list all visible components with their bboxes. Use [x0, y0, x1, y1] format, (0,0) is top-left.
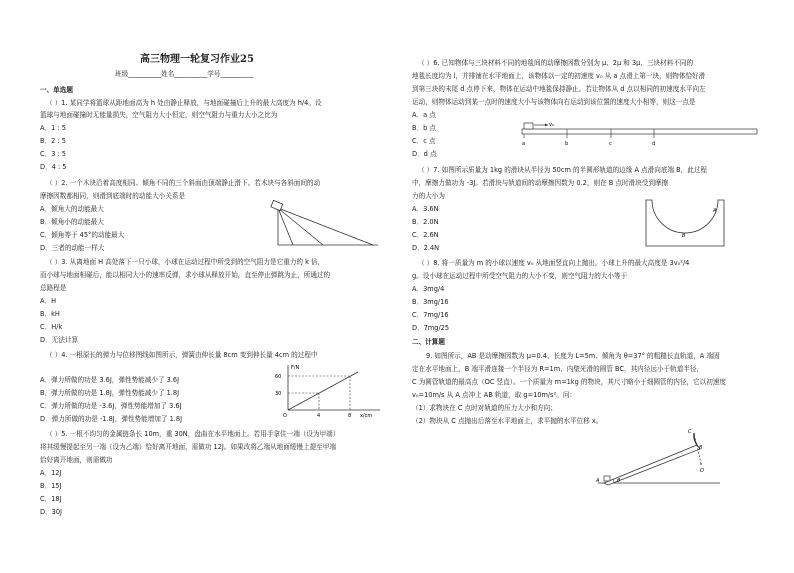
q9-incline-tube-figure [594, 425, 724, 489]
q3-option-c: C．H/k [40, 323, 63, 331]
q1-stem-line-2: 篮球与地面碰撞时无能量损失，空气阻力大小恒定，则空气阻力与重力大小之比为 [40, 111, 278, 119]
q7-fig-b: B [682, 233, 686, 239]
q3-stem-line-2: 而小球与地面相碰后，能以相同大小的速率反弹，求小球从释放开始，直至停止弹跳为止，所通过的 [40, 271, 331, 279]
q6-fig-b: b [565, 141, 569, 147]
q2-option-c: C．倾角等于 45°的动能最大 [40, 231, 125, 239]
q3-option-b: B．kH [40, 310, 60, 318]
q7-stem-line-1: （ ）7. 如图所示质量为 1kg 的滑块从半径为 50cm 的半圆形轨道的边缘 A 点滑向底端 B，此过程 [418, 166, 708, 174]
q4-option-b: B．弹力所做的功是 1.8J，弹性势能减少了 1.8J [40, 389, 180, 397]
q9-stem-line-2: 定在水平地面上，B 端平滑连接一个半径为 R=1m、内壁光滑的圆管 BC，其内径远小于轨道半径， [412, 365, 704, 373]
q6-stem-line-3: 到第三块的末尾 d 点停下来，物体在运动中地毯保持静止。若让物体从 d 点以相同的初速度水平向左 [412, 85, 706, 93]
q2-stem-line-1: （ ）2. 一个木块沿着高度相同、倾角不同的三个斜面由顶端静止滑下。若木块与各斜面间的动 [46, 179, 321, 187]
q3-stem-line-3: 总路程是 [40, 284, 67, 292]
q6-fig-d: d [652, 141, 656, 147]
q2-option-a: A．倾角大的动能最大 [40, 205, 104, 213]
q2-inclines-figure [268, 200, 380, 250]
q4-graph-ylabel: F/N [291, 365, 300, 371]
q7-option-c: C．2.6N [412, 231, 439, 239]
q7-option-a: A．3.6N [412, 205, 439, 213]
q6-stem-line-4: 运动，则物体运动到某一点时的速度大小与该物体向右运动到该位置的速度大小相等，则这一点是 [412, 98, 696, 106]
q6-option-b: B．b 点 [412, 124, 436, 132]
q1-option-c: C．3 : 5 [40, 150, 67, 158]
q5-option-d: D．30J [40, 508, 63, 516]
q3-option-a: A．H [40, 297, 57, 305]
q9-fig-o: O [700, 468, 704, 474]
q8-option-b: B．3mg/16 [412, 298, 449, 306]
q6-stem-line-2: 地毯长度均为 l，并排铺在水平地面上，该物体以一定的初速度 v₀ 从 a 点滑上第一块，则物体恰好滑 [412, 72, 706, 80]
q1-option-b: B．2 : 5 [40, 137, 66, 145]
q3-option-d: D．无法计算 [40, 336, 79, 344]
q6-fig-v0: v₀ [549, 122, 554, 128]
q6-fig-a: a [522, 141, 526, 147]
q4-graph-xtick-4: 4 [317, 413, 321, 418]
q9-fig-c: C [688, 429, 692, 435]
q6-fig-c: c [609, 141, 612, 147]
q5-stem-line-2: 将其缓慢提起至另一端（设为乙端）恰好离开地面，需做功 12J。如果改将乙端从地面缓慢上提至甲端 [40, 443, 336, 451]
q5-option-c: C．18J [40, 495, 62, 503]
section-single-choice: 一、单选题 [40, 86, 73, 94]
q9-stem-line-4: v₀=10m/s 从 A 点冲上 AB 轨道，取 g=10m/s²。问： [412, 391, 577, 399]
q9-question-2: （2）物块从 C 点抛出后落至水平地面上，求平抛的水平位移 x。 [412, 417, 603, 425]
q8-option-d: D．7mg/25 [412, 324, 450, 332]
q4-graph-xlabel: x/cm [360, 413, 373, 418]
q6-option-c: C．c 点 [412, 137, 436, 145]
q9-question-1: （1）求物块在 C 点时对轨道的压力大小和方向； [412, 404, 557, 412]
q1-stem-line-1: （ ）1. 某同学将篮球从距地面高为 h 处由静止释放，与地面碰撞后上升的最大高度为 h/4。设 [46, 99, 322, 107]
q4-stem-line-1: （ ）4. 一根原长的弹力与位移图线如图所示，弹簧由伸长量 8cm 变到伸长量 4cm 的过程中 [46, 351, 318, 359]
q9-stem-line-3: C 为圆管轨道的最高点（OC 竖直）。一个质量为 m=1kg 的物块，其尺寸略小于细圆管的内径，它以初速度 [412, 378, 726, 386]
q8-stem-line-1: （ ）8. 将一质量为 m 的小球以速度 v₀ 从地面竖直向上抛出，小球上升的最大高度是 3v₀²/4 [418, 259, 690, 267]
q3-stem-line-1: （ ）3. 从离地面 H 高处落下一只小球，小球在运动过程中所受到的空气阻力是它重力的 k 倍， [46, 258, 325, 266]
q7-fig-a: A [713, 208, 717, 214]
q8-stem-line-2: g。设小球在运动过程中所受空气阻力的大小不变，则空气阻力的大小等于 [412, 272, 628, 280]
q6-stem-line-1: （ ）6. 已知物体与三块材料不同的地毯间的动摩擦因数分别为 μ、2μ 和 3μ，三块材料不同的 [418, 59, 694, 67]
q4-graph-ytick-30: 30 [275, 391, 282, 397]
q2-stem-line-2: 摩擦因数都相同，则滑到底端时的动能大小关系是 [40, 192, 186, 200]
section-calculation: 二、计算题 [412, 338, 445, 346]
q8-option-a: A．3mg/4 [412, 285, 445, 293]
q7-stem-line-2: 中，摩擦力做功为 -3J。若滑块与轨道间的动摩擦因数为 0.2，则在 B 点时滑块受到摩擦 [412, 179, 669, 187]
q6-carpet-figure [512, 118, 762, 150]
q7-stem-line-3: 力的大小为 [412, 192, 445, 200]
q5-option-a: A．12J [40, 469, 62, 477]
q1-option-d: D．4 : 5 [40, 163, 67, 171]
q7-option-d: D．2.4N [412, 244, 440, 252]
q4-graph-origin: O [283, 413, 287, 418]
q9-stem-line-1: 9. 如图所示，AB 是动摩擦因数为 μ=0.4、长度为 L=5m、倾角为 θ=37° 的粗糙长直轨道，A 端固 [426, 352, 720, 360]
q2-option-d: D．三者的动能一样大 [40, 244, 105, 252]
q6-option-d: D．d 点 [412, 150, 437, 158]
q4-option-a: A．弹力所做的功是 3.6J，弹性势能减少了 3.6J [40, 376, 180, 384]
q8-option-c: C．7mg/16 [412, 311, 449, 319]
q1-option-a: A．1 : 5 [40, 124, 66, 132]
q4-graph-ytick-60: 60 [275, 374, 282, 380]
q6-option-a: A．a 点 [412, 111, 436, 119]
q7-bowl-figure [640, 194, 730, 254]
q4-option-c: C．弹力所做的功是 -3.6J，弹性势能增加了 3.6J [40, 402, 182, 410]
q5-stem-line-1: （ ）5. 一根不均匀的金属链条长 10m，重 30N，盘曲在水平地面上。若用手拿住一端（设为甲端） [46, 430, 340, 438]
page-title: 高三物理一轮复习作业25 [140, 54, 254, 65]
student-info-line: 班级__________姓名__________学号__________ [115, 70, 254, 78]
q4-graph-xtick-8: 8 [348, 413, 352, 418]
q7-option-b: B．2.0N [412, 218, 439, 226]
q9-fig-b: B [699, 445, 703, 451]
q5-option-b: B．15J [40, 482, 62, 490]
q4-force-displacement-graph [272, 362, 384, 418]
q9-fig-a: A [596, 478, 600, 484]
q2-option-b: B．倾角小的动能最大 [40, 218, 104, 226]
q9-fig-theta: θ [617, 478, 621, 484]
q4-option-d: D．弹力所做的功是 -1.8J，弹性势能增加了 1.8J [40, 415, 183, 423]
q5-stem-line-3: 恰好离开地面，则需做功 [40, 456, 113, 464]
